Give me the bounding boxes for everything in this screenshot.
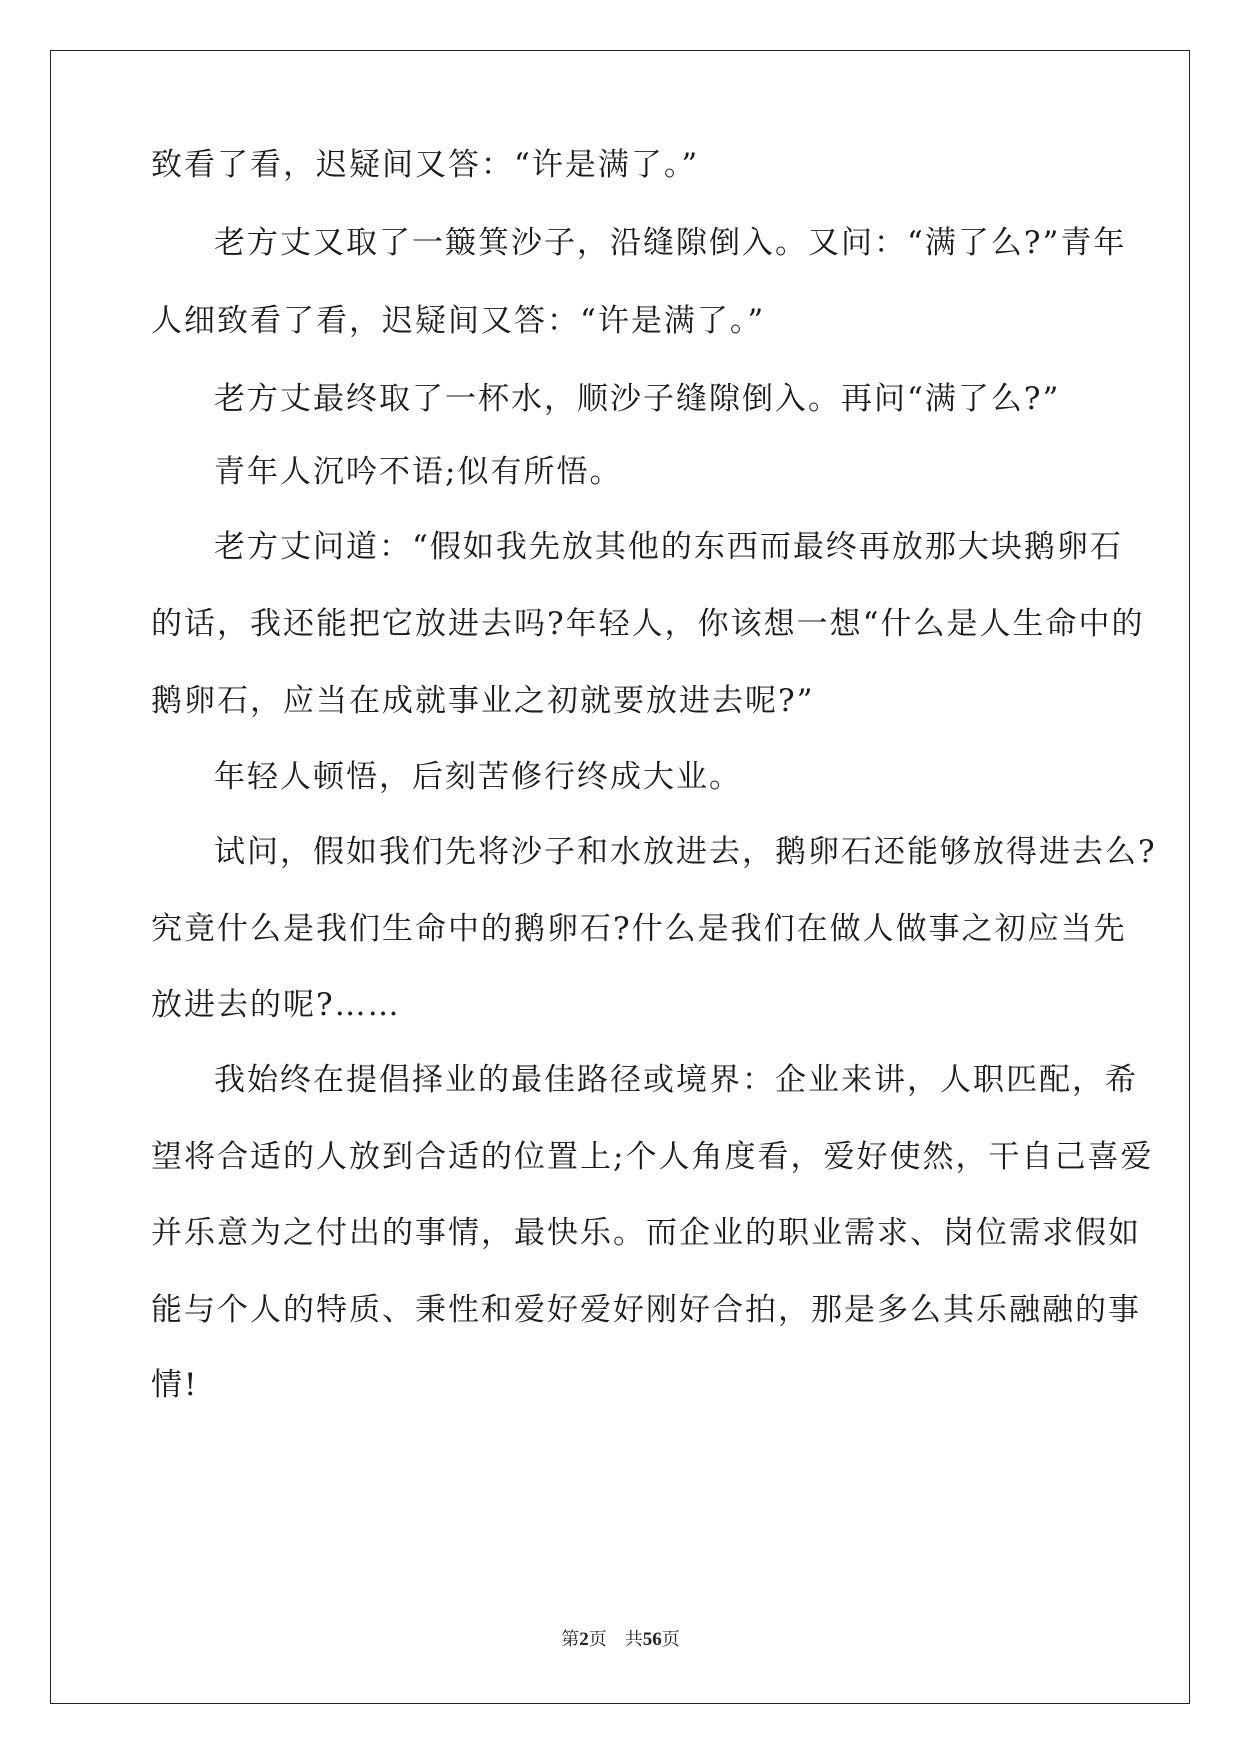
text-line: 究竟什么是我们生命中的鹅卵石?什么是我们在做人做事之初应当先: [151, 911, 1127, 947]
text-line: 情!: [151, 1367, 199, 1403]
text-line: 望将合适的人放到合适的位置上;个人角度看，爱好使然，干自己喜爱: [151, 1139, 1154, 1175]
text-line: 老方丈又取了一簸箕沙子，沿缝隙倒入。又问：“满了么?”青年: [214, 225, 1127, 261]
text-line: 青年人沉吟不语;似有所悟。: [214, 454, 623, 490]
footer-total-suffix: 页: [661, 1629, 680, 1649]
footer-page-suffix: 页: [588, 1629, 607, 1649]
text-line: 并乐意为之付出的事情，最快乐。而企业的职业需求、岗位需求假如: [151, 1215, 1141, 1251]
text-line: 年轻人顿悟，后刻苦修行终成大业。: [214, 759, 742, 795]
text-line: 鹅卵石，应当在成就事业之初就要放进去呢?”: [151, 683, 815, 719]
footer-total-pages: 56: [642, 1629, 662, 1650]
page-footer: [0, 1625, 1241, 1651]
text-line: 老方丈问道：“假如我先放其他的东西而最终再放那大块鹅卵石: [214, 529, 1123, 565]
text-line: 老方丈最终取了一杯水，顺沙子缝隙倒入。再问“满了么?”: [214, 381, 1061, 417]
text-line: 试问，假如我们先将沙子和水放进去，鹅卵石还能够放得进去么?: [214, 834, 1157, 870]
text-line: 致看了看，迟疑间又答：“许是满了。”: [151, 147, 700, 183]
text-line: 我始终在提倡择业的最佳路径或境界：企业来讲，人职匹配，希: [214, 1062, 1138, 1098]
text-line: 能与个人的特质、秉性和爱好爱好刚好合拍，那是多么其乐融融的事: [151, 1292, 1141, 1328]
text-line: 人细致看了看，迟疑间又答：“许是满了。”: [151, 303, 766, 339]
page-border: [50, 50, 1190, 1704]
footer-page-number: 2: [579, 1629, 589, 1650]
footer-page-prefix: 第: [561, 1629, 580, 1649]
text-line: 放进去的呢?……: [151, 987, 401, 1023]
footer-total-prefix: 共: [624, 1629, 643, 1649]
text-line: 的话，我还能把它放进去吗?年轻人，你该想一想“什么是人生命中的: [151, 606, 1145, 642]
